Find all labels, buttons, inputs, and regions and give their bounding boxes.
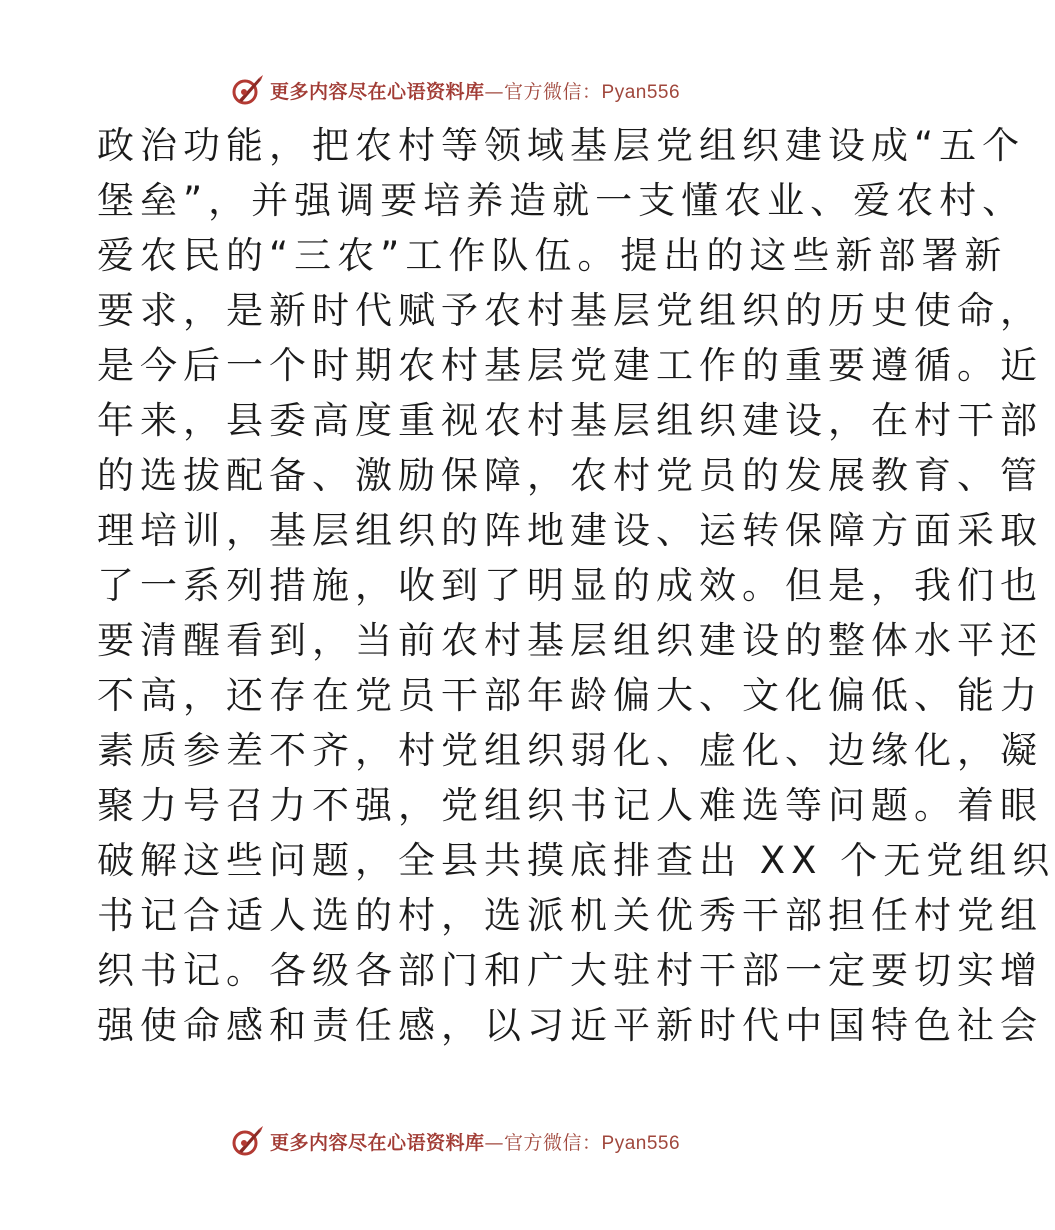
header-watermark-dash: — [484, 80, 505, 103]
header-watermark-text [270, 77, 680, 104]
quill-pen-logo-icon [230, 1124, 264, 1158]
footer-watermark-dash: — [484, 1131, 505, 1154]
body-line: 堡垒”，并强调要培养造就一支懂农业、爱农村、 [97, 179, 1026, 222]
header-watermark [230, 70, 680, 110]
body-line: 不高，还存在党员干部年龄偏大、文化偏低、能力 [97, 674, 1043, 717]
body-line: 政治功能，把农村等领域基层党组织建设成“五个 [97, 124, 1026, 167]
body-line: 年来，县委高度重视农村基层组织建设，在村干部 [97, 399, 1043, 442]
body-line: 要求，是新时代赋予农村基层党组织的历史使命， [97, 289, 1043, 332]
footer-watermark-wechat: 官方微信： [504, 1131, 602, 1154]
body-line: 要清醒看到，当前农村基层组织建设的整体水平还 [97, 619, 1043, 662]
footer-watermark-id: Pyan556 [601, 1132, 681, 1154]
body-line: 破解这些问题，全县共摸底排查出 XX 个无党组织 [97, 839, 1055, 882]
header-watermark-id: Pyan556 [601, 81, 681, 103]
footer-watermark-text [270, 1128, 680, 1155]
body-line: 强使命感和责任感，以习近平新时代中国特色社会 [97, 1004, 1043, 1047]
body-line: 织书记。各级各部门和广大驻村干部一定要切实增 [97, 949, 1043, 992]
body-line: 爱农民的“三农”工作队伍。提出的这些新部署新 [97, 234, 1008, 277]
body-line: 理培训，基层组织的阵地建设、运转保障方面采取 [97, 509, 1043, 552]
quill-pen-logo-icon [230, 73, 264, 107]
body-line: 是今后一个时期农村基层党建工作的重要遵循。近 [97, 344, 1043, 387]
footer-watermark [230, 1121, 680, 1161]
body-line: 书记合适人选的村，选派机关优秀干部担任村党组 [97, 894, 1043, 937]
body-text [97, 118, 1055, 1053]
header-watermark-main: 更多内容尽在心语资料库 [270, 80, 485, 103]
footer-watermark-main: 更多内容尽在心语资料库 [270, 1131, 485, 1154]
header-watermark-wechat: 官方微信： [504, 80, 602, 103]
body-line: 素质参差不齐，村党组织弱化、虚化、边缘化，凝 [97, 729, 1043, 772]
body-line: 了一系列措施，收到了明显的成效。但是，我们也 [97, 564, 1043, 607]
body-line: 的选拔配备、激励保障，农村党员的发展教育、管 [97, 454, 1043, 497]
body-line: 聚力号召力不强，党组织书记人难选等问题。着眼 [97, 784, 1043, 827]
